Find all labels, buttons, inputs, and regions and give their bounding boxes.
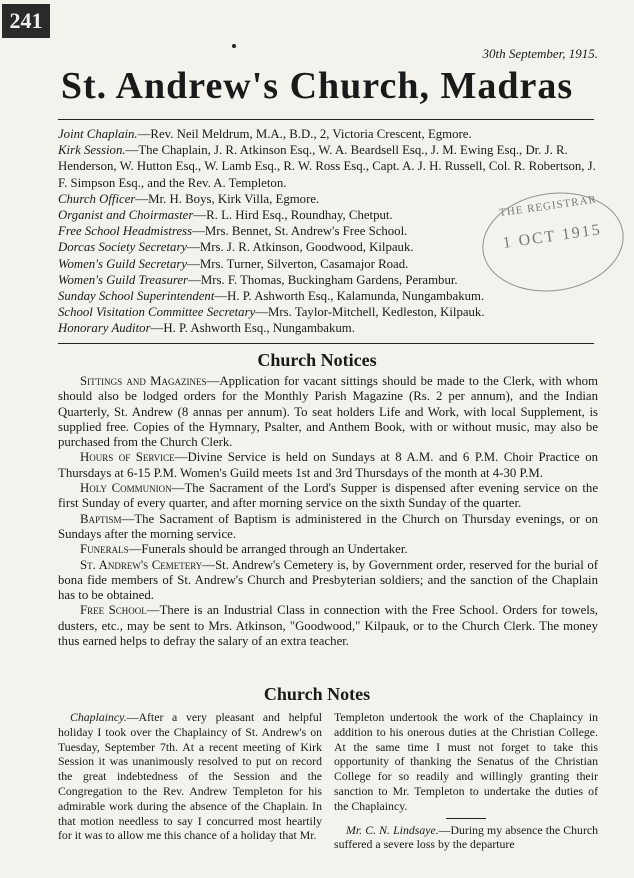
- officer-details: —H. P. Ashworth Esq., Kalamunda, Nungambakum.: [214, 289, 485, 304]
- notice-text: —Divine Service is held on Sundays at 8 A.M. and 6 P.M. Choir Practice on Thursdays at 6-15 P.M. Women's Guild meets 1st and 3rd Thursdays of the month at 4-30 P.M.: [58, 450, 598, 480]
- note-head: Mr. C. N. Lindsaye.: [346, 822, 439, 837]
- officer-entry: [58, 288, 598, 304]
- notice-text: —The Sacrament of the Lord's Supper is dispensed after evening service on the first Sunday of every quarter, and after morning service on the sixth Sunday of the quarter.: [58, 481, 598, 511]
- note-text: —During my absence the Church suffered a severe loss by the departure: [334, 822, 599, 852]
- notice-head: St. Andrew's Cemetery: [80, 557, 203, 572]
- officer-details: —Mrs. Turner, Silverton, Casamajor Road.: [187, 256, 409, 271]
- notes-heading: Church Notes: [263, 684, 371, 704]
- stamp-line-1: THE REGISTRAR: [498, 193, 598, 220]
- note-separator: [446, 818, 486, 819]
- officer-details: —Rev. Neil Meldrum, M.A., B.D., 2, Victoria Crescent, Egmore.: [137, 127, 472, 141]
- notice-paragraph: [58, 558, 598, 604]
- officer-role: School Visitation Committee Secretary: [58, 305, 256, 320]
- stamp-line-2: 1 OCT 1915: [501, 221, 603, 252]
- page-number: 241: [2, 4, 50, 38]
- notes-right-column: [334, 710, 598, 852]
- officer-role: Joint Chaplain.: [58, 127, 138, 141]
- title-rule: [58, 119, 594, 120]
- officer-role: Organist and Choirmaster: [58, 208, 194, 223]
- note-text: —After a very pleasant and helpful holiday I took over the Chaplaincy of St. Andrew's on Tuesday, September 7th. At a recent meeting of Kirk Session it was unanimously resolved to put on record the great indebtedness of the Session and the Congregation to the Rev. Andrew Templeton for his admirable work during the absence of the Chaplain. In that motion needless to say I concurred most heartily for it was to allow me this chance of a holiday that Mr.: [58, 710, 322, 843]
- officer-details: —Mr. H. Boys, Kirk Villa, Egmore.: [135, 191, 320, 206]
- notice-paragraph: [58, 481, 598, 512]
- printer-dot: [232, 44, 236, 48]
- officers-rule: [58, 343, 594, 344]
- notice-head: Baptism: [80, 511, 122, 526]
- notice-text: —The Sacrament of Baptism is administered in the Church on Thursday evenings, or on Sundays after the morning service.: [58, 511, 598, 541]
- officer-details: —R. L. Hird Esq., Roundhay, Chetput.: [193, 208, 393, 223]
- officer-role: Women's Guild Treasurer: [58, 272, 189, 287]
- chaplaincy-note-continued: Templeton undertook the work of the Chaplaincy in addition to his onerous duties at the Christian College. At the same time I must not forget to take this opportunity of thanking the Senatus of the Christian College for so readily and willingly granting their sanction to Mr. Templeton to undertake the duties of the Chaplaincy.: [334, 710, 598, 813]
- officer-role: Church Officer: [58, 191, 136, 206]
- notice-text: —There is an Industrial Class in connection with the Free School. Orders for towels, dusters, etc., may be sent to Mrs. Atkinson, "Goodwood," Kilpauk, or to the Church Clerk. The money thus earned helps to defray the salary of an extra teacher.: [58, 603, 598, 649]
- officer-entry: [58, 126, 598, 142]
- notice-paragraph: [58, 603, 598, 649]
- officer-details: —H. P. Ashworth Esq., Nungambakum.: [150, 321, 355, 336]
- notice-head: Hours of Service: [80, 450, 175, 465]
- note-head: Chaplaincy.: [70, 710, 127, 724]
- notes-columns: [58, 710, 598, 852]
- notice-paragraph: [58, 450, 598, 481]
- notice-text: —Application for vacant sittings should be made to the Clerk, with whom should also be lodged orders for the Monthly Parish Magazine (Rs. 2 per annum), and the Indian Quarterly, St. Andrew (8 annas per annum). To seat holders Life and Work, with local Supplement, is supplied free. Copies of the Hymnary, Psalter, and Anthem Book, with or without music, may also be purchased from the Church Clerk.: [58, 374, 598, 450]
- officer-role: Free School Headmistress: [58, 224, 193, 239]
- page-title: St. Andrew's Church, Madras: [60, 65, 574, 107]
- notice-text: —St. Andrew's Cemetery is, by Government order, reserved for the burial of bona fide members of St. Andrew's Church and Presbyterian soldiers; and the sanction of the Chaplain has to be obtained.: [58, 557, 598, 603]
- officer-details: —Mrs. F. Thomas, Buckingham Gardens, Perambur.: [188, 272, 458, 287]
- notice-head: Funerals: [80, 542, 129, 557]
- notices-section: [58, 374, 598, 649]
- lindsaye-note: [334, 823, 598, 853]
- issue-date: 30th September, 1915.: [482, 46, 598, 61]
- officer-role: Dorcas Society Secretary: [58, 240, 188, 255]
- officer-entry: [58, 304, 598, 320]
- notice-head: Holy Communion: [80, 481, 172, 496]
- officer-role: Kirk Session.: [58, 143, 126, 158]
- officer-entry: [58, 142, 598, 191]
- officer-role: Honorary Auditor: [58, 321, 151, 336]
- notes-left-column: [58, 710, 322, 852]
- notice-head: Free School: [80, 603, 147, 618]
- notice-paragraph: [58, 512, 598, 543]
- officer-details: —Mrs. Taylor-Mitchell, Kedleston, Kilpauk.: [255, 305, 485, 320]
- officer-role: Sunday School Superintendent: [58, 289, 215, 304]
- officer-role: Women's Guild Secretary: [58, 256, 188, 271]
- notices-heading: Church Notices: [257, 350, 377, 370]
- notice-paragraph: [58, 542, 598, 557]
- officer-details: —Mrs. Bennet, St. Andrew's Free School.: [192, 224, 408, 239]
- notice-head: Sittings and Magazines: [80, 374, 207, 388]
- officer-entry: [58, 320, 598, 336]
- officer-details: —Mrs. J. R. Atkinson, Goodwood, Kilpauk.: [187, 240, 414, 255]
- officer-details: —The Chaplain, J. R. Atkinson Esq., W. A. Beardsell Esq., J. M. Ewing Esq., Dr. J. R. Henderson, W. Hutton Esq., W. Lamb Esq., R. W. Ross Esq., Capt. A. J. H. Russell, Col. R. Robertson, J. F. Simpson Esq., and the Rev. A. Templeton.: [58, 143, 596, 190]
- notice-text: —Funerals should be arranged through an Undertaker.: [128, 542, 408, 557]
- chaplaincy-note: [58, 710, 322, 843]
- notice-paragraph: [58, 374, 598, 450]
